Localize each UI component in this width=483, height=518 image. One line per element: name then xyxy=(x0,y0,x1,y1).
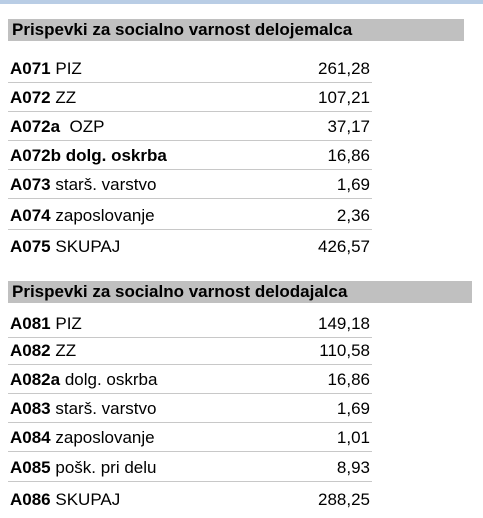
row-code: A072 xyxy=(10,88,51,107)
table-row xyxy=(8,484,372,513)
row-label: dolg. oskrba xyxy=(60,370,158,389)
row-label: PIZ xyxy=(50,314,82,333)
table-row xyxy=(8,231,372,260)
row-label: dolg. oskrba xyxy=(61,146,167,165)
table-row xyxy=(8,336,372,365)
table-row xyxy=(8,453,372,482)
row-value: 16,86 xyxy=(327,370,370,389)
row-code: A083 xyxy=(10,399,51,418)
row-label: starš. varstvo xyxy=(50,399,157,418)
row-label: zaposlovanje xyxy=(50,206,155,225)
table-row xyxy=(8,365,372,394)
row-value: 288,25 xyxy=(318,490,370,509)
row-label: ZZ xyxy=(50,341,77,360)
table-row xyxy=(8,201,372,230)
row-code: A071 xyxy=(10,59,51,78)
table-row xyxy=(8,423,372,452)
row-label: SKUPAJ xyxy=(50,237,121,256)
row-value: 2,36 xyxy=(336,206,370,225)
table-row xyxy=(8,141,372,170)
row-code: A072a xyxy=(10,117,61,136)
row-code: A082 xyxy=(10,341,51,360)
table-row xyxy=(8,54,372,83)
row-code: A086 xyxy=(10,490,51,509)
row-value: 8,93 xyxy=(336,458,370,477)
row-value: 261,28 xyxy=(318,59,370,78)
row-value: 107,21 xyxy=(318,88,370,107)
row-value: 149,18 xyxy=(318,314,370,333)
row-value: 426,57 xyxy=(318,237,370,256)
row-code: A082a xyxy=(10,370,61,389)
row-label: zaposlovanje xyxy=(50,428,155,447)
table-row xyxy=(8,83,372,112)
row-code: A073 xyxy=(10,175,51,194)
row-value: 110,58 xyxy=(319,341,370,360)
row-label: PIZ xyxy=(50,59,82,78)
row-code: A074 xyxy=(10,206,51,225)
row-code: A084 xyxy=(10,428,51,447)
employee-section-title: Prispevki za socialno varnost delojemalca xyxy=(8,19,464,41)
row-value: 1,69 xyxy=(336,399,370,418)
row-code: A085 xyxy=(10,458,51,477)
row-label: pošk. pri delu xyxy=(50,458,157,477)
table-row xyxy=(8,170,372,199)
row-label: starš. varstvo xyxy=(50,175,157,194)
row-value: 37,17 xyxy=(327,117,370,136)
row-value: 16,86 xyxy=(327,146,370,165)
employer-section-title: Prispevki za socialno varnost delodajalca xyxy=(8,281,472,303)
table-row xyxy=(8,112,372,141)
row-value: 1,01 xyxy=(336,428,370,447)
row-code: A075 xyxy=(10,237,51,256)
row-code: A081 xyxy=(10,314,51,333)
top-accent-bar xyxy=(0,0,483,4)
row-label: SKUPAJ xyxy=(50,490,121,509)
row-value: 1,69 xyxy=(336,175,370,194)
row-code: A072b xyxy=(10,146,62,165)
row-label: ZZ xyxy=(50,88,77,107)
table-row xyxy=(8,394,372,423)
row-label: OZP xyxy=(60,117,105,136)
table-row xyxy=(8,309,372,338)
